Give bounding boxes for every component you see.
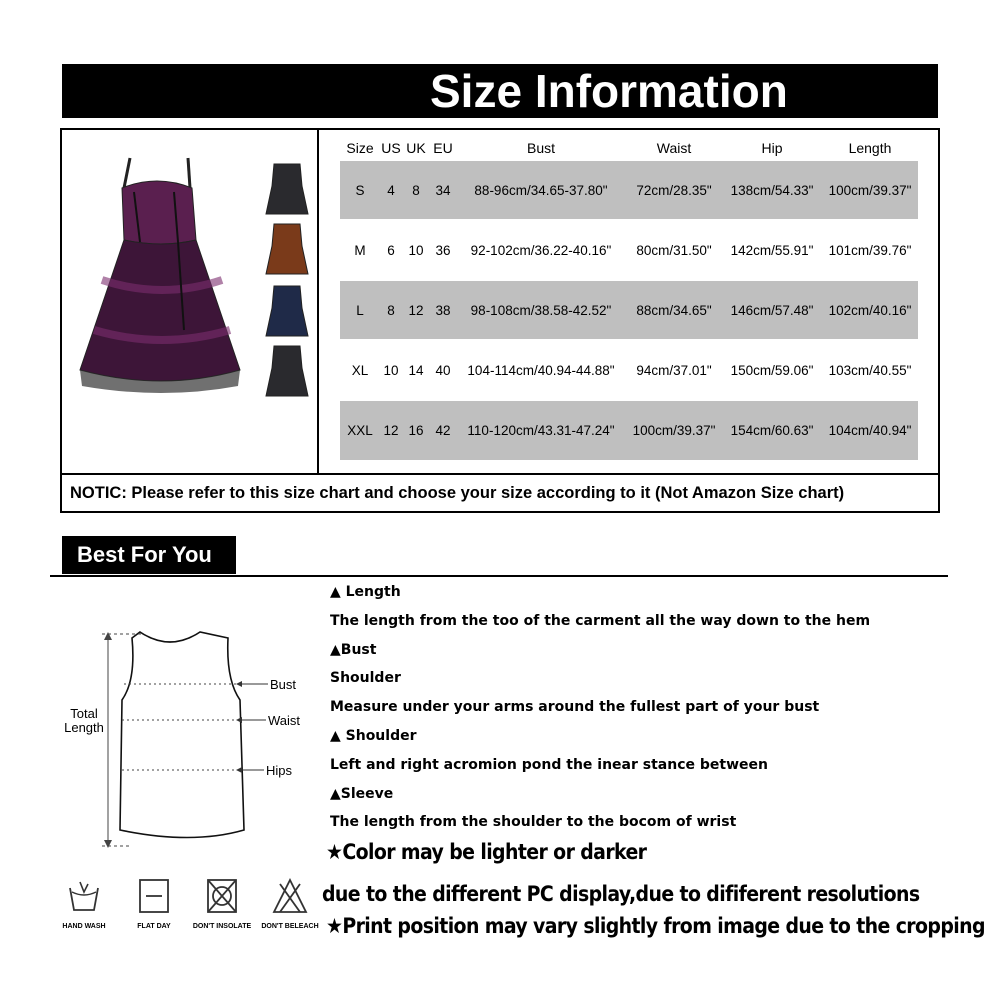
- cell: 8: [380, 280, 402, 340]
- col-us: US: [381, 139, 401, 156]
- table-row: [340, 400, 918, 460]
- cell: 88cm/34.65": [626, 280, 722, 340]
- cell: 10: [380, 340, 402, 400]
- col-hip: Hip: [761, 139, 783, 156]
- cell: 103cm/40.55": [822, 340, 918, 400]
- cell: L: [340, 280, 380, 340]
- note-line: ▲Bust: [330, 641, 377, 658]
- note-line: The length from the too of the carment all the way down to the hem: [330, 612, 871, 629]
- cell: 146cm/57.48": [722, 280, 822, 340]
- col-uk: UK: [406, 139, 426, 156]
- cell: 101cm/39.76": [822, 220, 918, 280]
- waist-label: Waist: [268, 713, 301, 728]
- flat-dry-icon: [136, 878, 172, 914]
- cell: 8: [402, 160, 430, 220]
- cell: 100cm/39.37": [822, 160, 918, 220]
- cell: 100cm/39.37": [626, 400, 722, 460]
- dont-bleach-icon: [272, 878, 308, 914]
- cell: 80cm/31.50": [626, 220, 722, 280]
- cell: 12: [380, 400, 402, 460]
- print-warning: ★Print position may vary slightly from image due to the cropping: [326, 914, 985, 938]
- cell: 138cm/54.33": [722, 160, 822, 220]
- cell: 16: [402, 400, 430, 460]
- cell: 110-120cm/43.31-47.24": [456, 400, 626, 460]
- note-line: ▲ Shoulder: [330, 727, 417, 744]
- best-for-you-tab: Best For You: [62, 536, 236, 574]
- note-line: The length from the shoulder to the bocom of wrist: [330, 814, 737, 831]
- size-chart-box: [60, 128, 940, 513]
- col-length: Length: [848, 139, 892, 156]
- color-warning: ★Color may be lighter or darker: [326, 840, 647, 864]
- bust-label: Bust: [270, 677, 297, 692]
- table-row: [340, 340, 918, 400]
- hips-label: Hips: [266, 763, 293, 778]
- cell: 38: [430, 280, 456, 340]
- cell: 102cm/40.16": [822, 280, 918, 340]
- cell: 104-114cm/40.94-44.88": [456, 340, 626, 400]
- size-information-banner: Size Information: [62, 64, 938, 118]
- cell: 92-102cm/36.22-40.16": [456, 220, 626, 280]
- dont-bleach-care: [258, 878, 322, 930]
- cell: 104cm/40.94": [822, 400, 918, 460]
- thumbnail-blue: [266, 286, 308, 336]
- hand-wash-icon: [66, 878, 102, 914]
- cell: M: [340, 220, 380, 280]
- measurement-notes: [330, 578, 930, 837]
- note-line: Shoulder: [330, 670, 401, 687]
- cell: 14: [402, 340, 430, 400]
- size-table: [340, 136, 918, 460]
- divider: [50, 575, 948, 577]
- measurement-diagram: [60, 620, 320, 860]
- dress-product-images: [62, 130, 317, 473]
- care-label: DON'T INSOLATE: [192, 923, 252, 930]
- cell: 34: [430, 160, 456, 220]
- note-line: ▲ Length: [330, 584, 401, 600]
- cell: 42: [430, 400, 456, 460]
- cell: S: [340, 160, 380, 220]
- table-row: [340, 280, 918, 340]
- total-label: Total: [70, 706, 98, 721]
- cell: XL: [340, 340, 380, 400]
- thumbnail-black-1: [266, 164, 308, 214]
- care-label: HAND WASH: [62, 923, 106, 930]
- hand-wash-care: [52, 878, 116, 930]
- table-row: [340, 160, 918, 220]
- col-eu: EU: [433, 139, 453, 156]
- main-dress-image: [80, 158, 240, 393]
- care-label: FLAT DAY: [137, 923, 171, 930]
- dont-insolate-icon: [204, 878, 240, 914]
- care-label: DON'T BELEACH: [261, 923, 319, 930]
- display-warning: due to the different PC display,due to dififerent resolutions: [322, 882, 920, 906]
- cell: 150cm/59.06": [722, 340, 822, 400]
- thumbnail-orange: [266, 224, 308, 274]
- cell: XXL: [340, 400, 380, 460]
- col-size: Size: [346, 139, 374, 156]
- cell: 98-108cm/38.58-42.52": [456, 280, 626, 340]
- cell: 154cm/60.63": [722, 400, 822, 460]
- cell: 4: [380, 160, 402, 220]
- thumbnail-black-2: [266, 346, 308, 396]
- cell: 36: [430, 220, 456, 280]
- dont-insolate-care: [190, 878, 254, 930]
- cell: 142cm/55.91": [722, 220, 822, 280]
- size-notice: NOTIC: Please refer to this size chart and choose your size according to it (Not Amazon Size chart): [62, 473, 938, 511]
- note-line: Measure under your arms around the fullest part of your bust: [330, 699, 820, 716]
- note-line: ▲Sleeve: [330, 785, 394, 802]
- cell: 6: [380, 220, 402, 280]
- cell: 88-96cm/34.65-37.80": [456, 160, 626, 220]
- cell: 40: [430, 340, 456, 400]
- table-row: [340, 220, 918, 280]
- cell: 12: [402, 280, 430, 340]
- cell: 94cm/37.01": [626, 340, 722, 400]
- col-bust: Bust: [526, 139, 555, 156]
- note-line: Left and right acromion pond the inear stance between: [330, 756, 768, 773]
- size-table-header: [340, 136, 918, 160]
- length-label: Length: [64, 720, 104, 735]
- col-waist: Waist: [656, 139, 692, 156]
- cell: 72cm/28.35": [626, 160, 722, 220]
- cell: 10: [402, 220, 430, 280]
- product-image-cell: [62, 130, 319, 473]
- flat-dry-care: [122, 878, 186, 930]
